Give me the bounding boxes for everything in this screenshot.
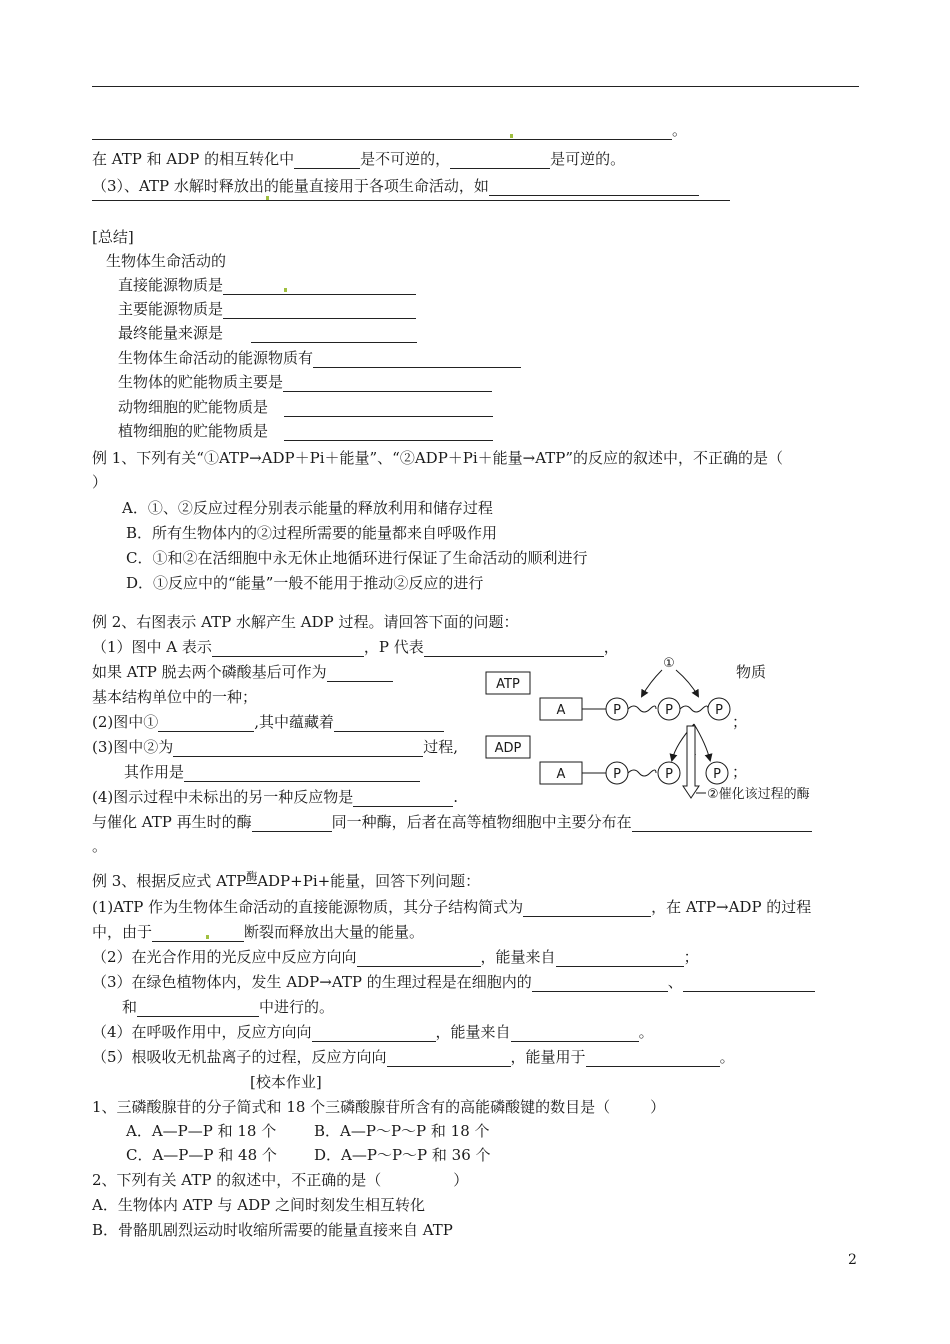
option-d[interactable]: D．①反应中的“能量”一般不能用于推动②反应的进行 bbox=[126, 574, 484, 592]
blank[interactable] bbox=[173, 740, 423, 757]
blank[interactable] bbox=[312, 1025, 436, 1042]
answer-rule bbox=[92, 200, 730, 201]
blank[interactable] bbox=[556, 950, 684, 967]
example-2-part-1: （1）图中 A 表示 ，P 代表 ， bbox=[92, 638, 619, 656]
blank[interactable] bbox=[523, 900, 651, 917]
blank[interactable] bbox=[252, 815, 332, 832]
homework-title: [校本作业] bbox=[250, 1073, 322, 1091]
line-end: 。 bbox=[672, 121, 688, 139]
blank[interactable] bbox=[158, 715, 254, 732]
phosphate-label: P bbox=[713, 767, 721, 782]
option-a[interactable]: A．①、②反应过程分别表示能量的释放利用和储存过程 bbox=[122, 499, 493, 517]
blank[interactable] bbox=[223, 278, 416, 295]
option-c[interactable]: C．①和②在活细胞中永无休止地循环进行保证了生命活动的顺利进行 bbox=[126, 549, 588, 567]
circle-one-label: ① bbox=[663, 656, 675, 671]
example-1-question: 例 1、下列有关“①ATP→ADP＋Pi＋能量”、“②ADP＋Pi＋能量→ATP”的反应的叙述中，不正确的是（ bbox=[92, 449, 784, 467]
summary-item: 植物细胞的贮能物质是 bbox=[118, 421, 493, 441]
enzyme-note: ②催化该过程的酶 bbox=[707, 787, 810, 802]
blank[interactable] bbox=[184, 765, 420, 782]
option-b[interactable]: B．所有生物体内的②过程所需要的能量都来自呼吸作用 bbox=[126, 524, 498, 542]
option-a[interactable]: A．生物体内 ATP 与 ADP 之间时刻发生相互转化 bbox=[92, 1196, 425, 1214]
header-rule bbox=[92, 86, 859, 87]
blank[interactable] bbox=[532, 975, 668, 992]
speck bbox=[206, 935, 209, 939]
summary-item: 主要能源物质是 bbox=[118, 299, 416, 319]
example-3-part-1: (1)ATP 作为生物体生命活动的直接能源物质，其分子结构简式为 ，在 ATP→ADP 的过程 bbox=[92, 898, 812, 916]
high-energy-bond bbox=[680, 706, 708, 712]
summary-item: 最终能量来源是 bbox=[118, 323, 417, 343]
blank[interactable] bbox=[284, 424, 493, 441]
blank[interactable] bbox=[152, 925, 244, 942]
option-a[interactable]: A．A—P—P 和 18 个 bbox=[126, 1122, 277, 1140]
example-2-part-5: 与催化 ATP 再生时的酶 同一种酶，后者在高等植物细胞中主要分布在 bbox=[92, 812, 812, 832]
homework-question-1: 1、三磷酸腺苷的分子简式和 18 个三磷酸腺苷所含有的高能磷酸键的数目是（ ） bbox=[92, 1098, 666, 1116]
arrow-left bbox=[642, 670, 662, 696]
phosphate-label: P bbox=[665, 767, 673, 782]
speck bbox=[266, 196, 269, 200]
high-energy-bond bbox=[628, 706, 656, 712]
enzyme-label: 酶 bbox=[246, 870, 258, 883]
option-b[interactable]: B．骨骼肌剧烈运动时收缩所需要的能量直接来自 ATP bbox=[92, 1221, 453, 1239]
line-end: 。 bbox=[92, 837, 108, 855]
phosphate-label: P bbox=[613, 703, 621, 718]
question-line-2: 在 ATP 和 ADP 的相互转化中 是不可逆的， 是可逆的。 bbox=[92, 150, 626, 168]
fan-arrow bbox=[694, 724, 710, 760]
phosphate-label: P bbox=[715, 703, 723, 718]
adp-label: ADP bbox=[494, 741, 522, 756]
hollow-down-arrow bbox=[683, 726, 699, 798]
example-2-part-1c: 基本结构单位中的一种； bbox=[92, 688, 258, 706]
blank[interactable] bbox=[353, 790, 453, 807]
example-3-part-4: （4）在呼吸作用中，反应方向向 ，能量来自 。 bbox=[92, 1023, 654, 1041]
blank[interactable] bbox=[251, 326, 417, 343]
material-label: 物质 bbox=[736, 663, 767, 681]
blank[interactable] bbox=[357, 950, 481, 967]
option-c[interactable]: C．A—P—P 和 48 个 bbox=[126, 1146, 277, 1164]
option-d[interactable]: D．A—P～P～P 和 36 个 bbox=[314, 1146, 491, 1164]
summary-item: 动物细胞的贮能物质是 bbox=[118, 397, 493, 417]
example-2-part-2: (2)图中① ,其中蕴藏着 bbox=[92, 712, 444, 732]
example-2-part-1b: 如果 ATP 脱去两个磷酸基后可作为 bbox=[92, 662, 393, 682]
blank[interactable] bbox=[283, 375, 492, 392]
blank[interactable] bbox=[683, 975, 815, 992]
arrow-right bbox=[676, 670, 698, 696]
blank[interactable] bbox=[334, 715, 444, 732]
blank[interactable] bbox=[512, 123, 672, 140]
summary-item: 生物体生命活动的能源物质有 bbox=[118, 348, 521, 368]
example-1-question-end: ） bbox=[92, 473, 108, 491]
example-3-part-3b: 和 中进行的。 bbox=[122, 998, 335, 1016]
summary-intro: 生物体生命活动的 bbox=[106, 252, 227, 270]
blank[interactable] bbox=[313, 351, 521, 368]
blank[interactable] bbox=[511, 1025, 639, 1042]
atp-label: ATP bbox=[496, 677, 520, 692]
blank[interactable] bbox=[92, 123, 512, 140]
speck bbox=[510, 134, 513, 138]
example-2-part-3: (3)图中②为 过程, bbox=[92, 738, 459, 756]
example-2-part-4: (4)图示过程中未标出的另一种反应物是 . bbox=[92, 788, 459, 806]
blank[interactable] bbox=[137, 1000, 259, 1017]
adenosine-label: A bbox=[556, 767, 566, 782]
example-3-part-3: （3）在绿色植物体内，发生 ADP→ATP 的生理过程是在细胞内的 、 bbox=[92, 972, 815, 992]
example-3-part-1b: 中，由于 断裂而释放出大量的能量。 bbox=[92, 923, 425, 941]
blank[interactable] bbox=[387, 1050, 511, 1067]
atp-hydrolysis-diagram bbox=[480, 652, 870, 802]
blank[interactable] bbox=[586, 1050, 720, 1067]
summary-item: 直接能源物质是 bbox=[118, 275, 416, 295]
blank[interactable] bbox=[450, 152, 550, 169]
blank[interactable] bbox=[327, 665, 393, 682]
answer-line-1 bbox=[92, 120, 687, 140]
example-3-part-2: （2）在光合作用的光反应中反应方向向 ，能量来自 ； bbox=[92, 948, 699, 966]
blank[interactable] bbox=[212, 640, 364, 657]
blank[interactable] bbox=[489, 179, 699, 196]
blank[interactable] bbox=[223, 302, 416, 319]
example-2-question: 例 2、右图表示 ATP 水解产生 ADP 过程。请回答下面的问题： bbox=[92, 613, 519, 631]
page-number: 2 bbox=[848, 1252, 857, 1268]
question-line-3: （3）、ATP 水解时释放出的能量直接用于各项生命活动，如 bbox=[92, 176, 699, 196]
blank[interactable] bbox=[632, 815, 812, 832]
summary-item: 生物体的贮能物质主要是 bbox=[118, 372, 492, 392]
blank[interactable] bbox=[284, 400, 493, 417]
high-energy-bond bbox=[628, 770, 656, 776]
semicolon: ； bbox=[732, 763, 748, 781]
example-3-question: 例 3、根据反应式 $ATP^酶ADP+Pi+$能量，回答下列问题： bbox=[92, 870, 481, 890]
semicolon: ； bbox=[732, 713, 748, 731]
phosphate-label: P bbox=[613, 767, 621, 782]
option-b[interactable]: B．A—P～P～P 和 18 个 bbox=[314, 1122, 490, 1140]
example-3-part-5: （5）根吸收无机盐离子的过程，反应方向向 ，能量用于 。 bbox=[92, 1048, 735, 1066]
example-2-part-3b: 其作用是 bbox=[124, 762, 420, 782]
phosphate-label: P bbox=[665, 703, 673, 718]
blank[interactable] bbox=[294, 152, 360, 169]
adenosine-label: A bbox=[556, 703, 566, 718]
speck bbox=[284, 288, 287, 292]
homework-question-2: 2、下列有关 ATP 的叙述中，不正确的是（ ） bbox=[92, 1171, 469, 1189]
summary-title: [总结] bbox=[92, 228, 134, 246]
